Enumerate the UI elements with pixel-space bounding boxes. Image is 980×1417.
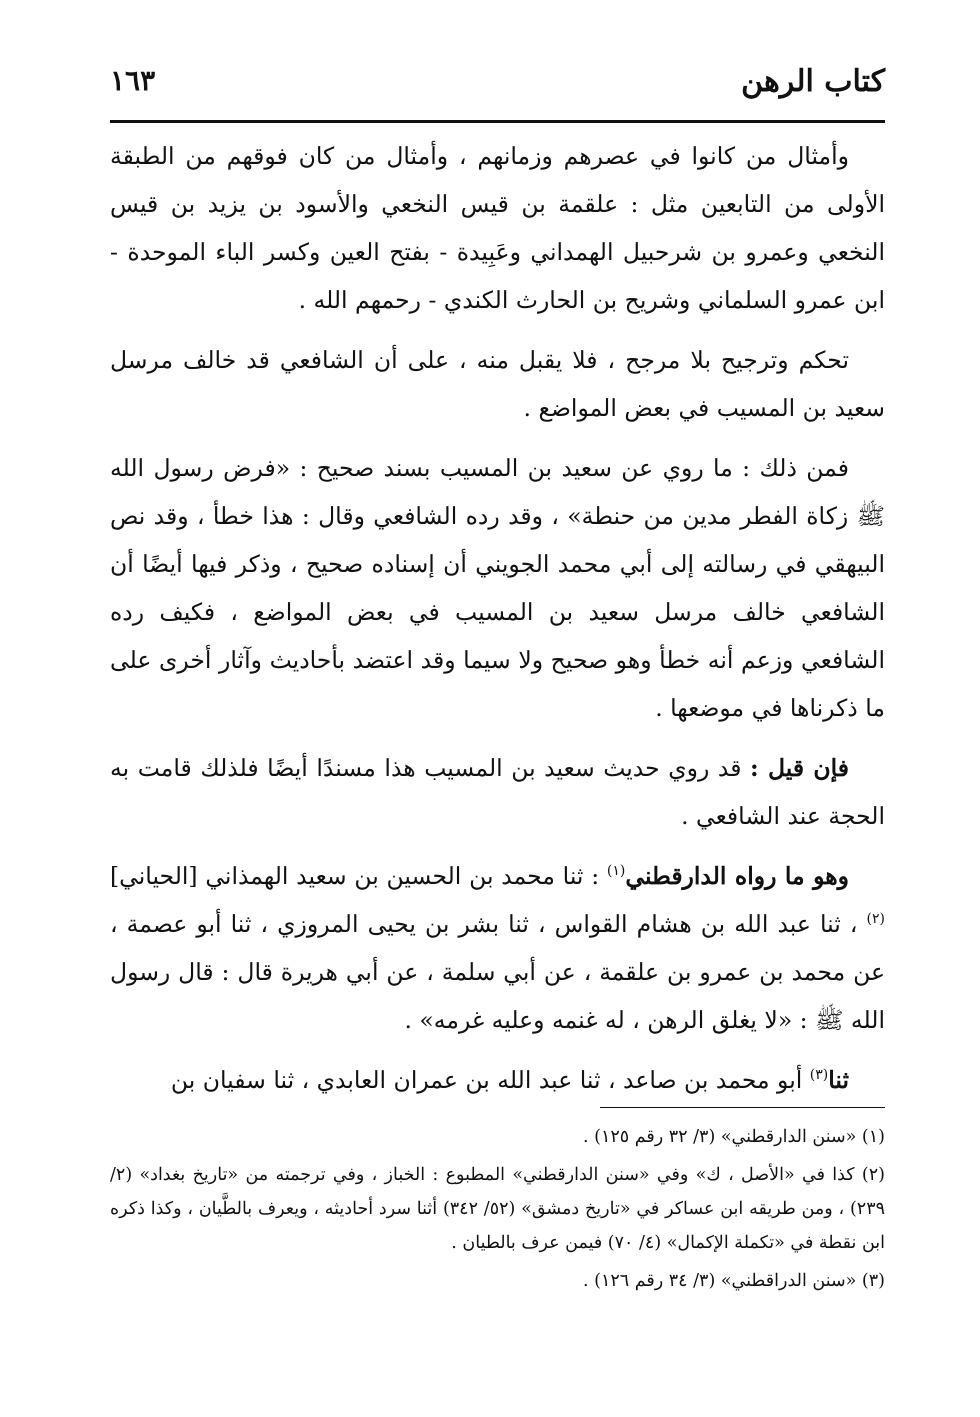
footnote-2: (٢) كذا في «الأصل ، ك» وفي «سنن الدارقطني» المطبوع : الخباز ، وفي ترجمته من «تاريخ بغداد» (٢/ ٢٣٩) ، ومن طريقه ابن عساكر في «تاريخ دمشق» (٥٢/ ٣٤٢) أثنا سرد أحاديثه ، ويعرف بالطَّيان ، وكذا ذكره ابن نقطة في «تكملة الإكمال» (٤/ ٧٠) فيمن عرف بالطيان . [110, 1165, 885, 1253]
page-number: ١٦٣ [110, 64, 156, 97]
paragraph-2: تحكم وترجيح بلا مرجح ، فلا يقبل منه ، على أن الشافعي قد خالف مرسل سعيد بن المسيب في بعض المواضع . [110, 346, 885, 422]
footnote-separator [600, 1107, 885, 1108]
page-header [110, 58, 885, 118]
footnote-ref-1: (١) [606, 863, 626, 880]
paragraph-4-lead: فإن قيل : [750, 754, 850, 782]
paragraph-4 [110, 744, 885, 840]
footnote-3: (٣) «سنن الدراقطني» (٣/ ٣٤ رقم ١٢٦) . [583, 1271, 885, 1291]
paragraph-5-text-a: : ثنا محمد بن الحسين بن سعيد الهمذاني [الحياني] [110, 862, 607, 890]
footnote-ref-2: (٢) [866, 911, 885, 928]
paragraph-4-text: قد روي حديث سعيد بن المسيب هذا مسندًا أيضًا فلذلك قامت به الحجة عند الشافعي . [110, 754, 885, 830]
paragraph-6-text: أبو محمد بن صاعد ، ثنا عبد الله بن عمران العابدي ، ثنا سفيان بن [170, 1066, 810, 1094]
header-rule [110, 120, 885, 123]
paragraph-3: فمن ذلك : ما روي عن سعيد بن المسيب بسند صحيح : «فرض رسول الله ﷺ زكاة الفطر مدين من حنطة» ، وقد رده الشافعي وقال : هذا خطأ ، وقد نص البيهقي في رسالته إلى أبي محمد الجويني أن إسناده صحيح ، وذكر فيها أيضًا أن الشافعي خالف مرسل سعيد بن المسيب في بعض المواضع ، فكيف رده الشافعي وزعم أنه خطأ وهو صحيح ولا سيما وقد اعتضد بأحاديث وآثار أخرى على ما ذكرناها في موضعها . [110, 454, 885, 722]
main-text [110, 132, 885, 1116]
footnote-1: (١) «سنن الدارقطني» (٣/ ٣٢ رقم ١٢٥) . [583, 1127, 885, 1147]
paragraph-5-lead: وهو ما رواه الدارقطني [625, 862, 849, 890]
paragraph-6 [110, 1056, 885, 1104]
footnote-ref-3: (٣) [809, 1067, 829, 1084]
paragraph-5 [110, 852, 885, 1044]
paragraph-1: وأمثال من كانوا في عصرهم وزمانهم ، وأمثال من كان فوقهم من الطبقة الأولى من التابعين مثل : علقمة بن قيس النخعي والأسود بن يزيد بن قيس النخعي وعمرو بن شرحبيل الهمداني وعَبِيدة - بفتح العين وكسر الباء الموحدة - ابن عمرو السلماني وشريح بن الحارث الكندي - رحمهم الله . [110, 142, 885, 314]
paragraph-5-text-b: ، ثنا عبد الله بن هشام القواس ، ثنا بشر بن يحيى المروزي ، ثنا أبو عصمة ، عن محمد بن عمرو بن علقمة ، عن أبي سلمة ، عن أبي هريرة قال : قال رسول الله ﷺ : «لا يغلق الرهن ، له غنمه وعليه غرمه» . [110, 910, 885, 1034]
running-title: كتاب الرهن [741, 64, 885, 99]
paragraph-6-lead: ثنا [828, 1066, 849, 1094]
footnotes [110, 1120, 885, 1302]
